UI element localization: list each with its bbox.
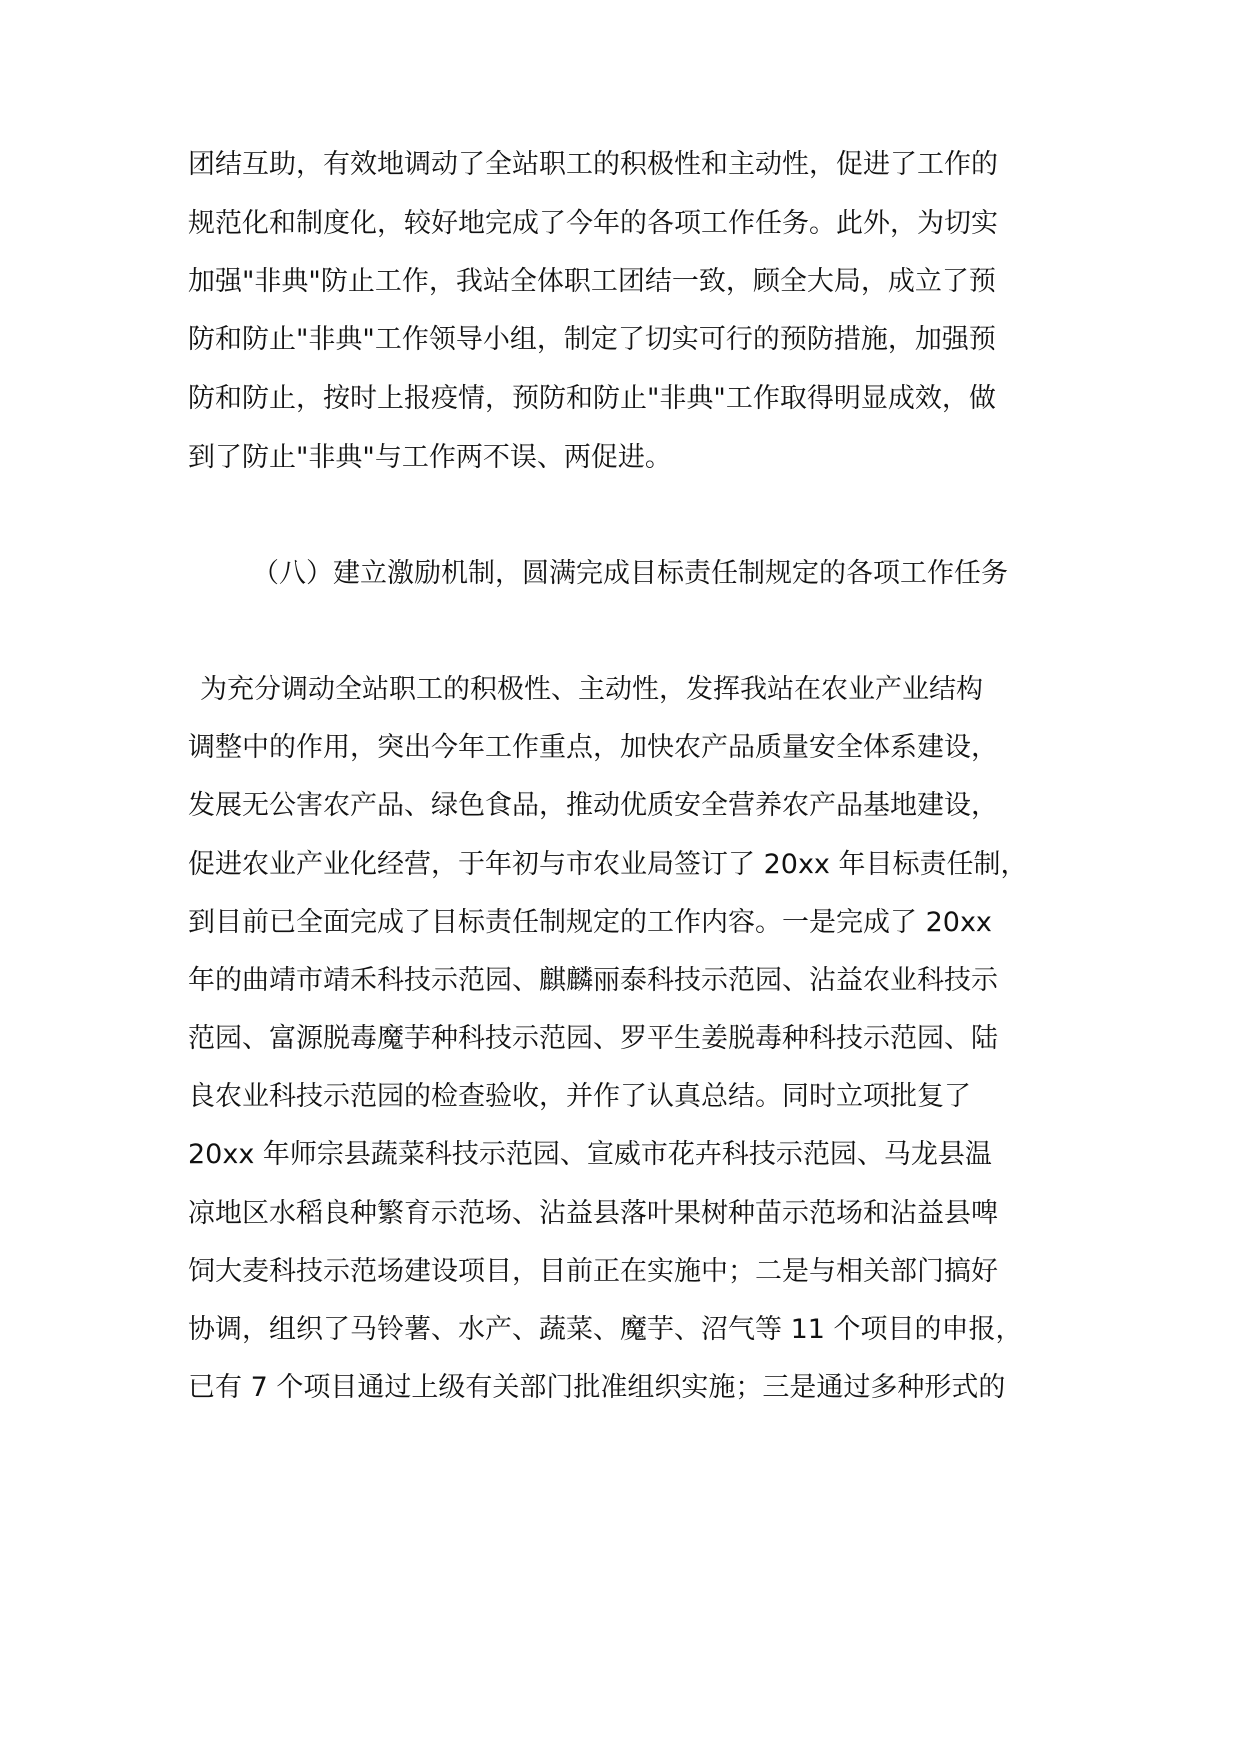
paragraph-2-line-7: 范园、富源脱毒魔芋种科技示范园、罗平生姜脱毒种科技示范园、陆 <box>188 1023 998 1054</box>
paragraph-1-line-1: 团结互助，有效地调动了全站职工的积极性和主动性，促进了工作的 <box>188 149 998 180</box>
paragraph-2-line-6: 年的曲靖市靖禾科技示范园、麒麟丽泰科技示范园、沾益农业科技示 <box>188 965 998 996</box>
paragraph-1-line-5: 防和防止，按时上报疫情，预防和防止"非典"工作取得明显成效，做 <box>188 383 996 414</box>
paragraph-1-line-6: 到了防止"非典"与工作两不误、两促进。 <box>188 442 672 473</box>
paragraph-2-line-1: 为充分调动全站职工的积极性、主动性，发挥我站在农业产业结构 <box>200 674 983 705</box>
paragraph-2-line-5: 到目前已全面完成了目标责任制规定的工作内容。一是完成了 20xx <box>188 907 992 938</box>
paragraph-2-line-4: 促进农业产业化经营，于年初与市农业局签订了 20xx 年目标责任制， <box>188 849 1028 880</box>
paragraph-2-line-2: 调整中的作用，突出今年工作重点，加快农产品质量安全体系建设， <box>188 732 998 763</box>
paragraph-2-line-13: 已有 7 个项目通过上级有关部门批准组织实施；三是通过多种形式的 <box>188 1372 1006 1403</box>
paragraph-1-line-3: 加强"非典"防止工作，我站全体职工团结一致，顾全大局，成立了预 <box>188 266 996 297</box>
section-heading: （八）建立激励机制，圆满完成目标责任制规定的各项工作任务 <box>252 558 1008 589</box>
paragraph-2-line-11: 饲大麦科技示范场建设项目，目前正在实施中；二是与相关部门搞好 <box>188 1256 998 1287</box>
paragraph-2-line-3: 发展无公害农产品、绿色食品，推动优质安全营养农产品基地建设， <box>188 790 998 821</box>
paragraph-2-line-9: 20xx 年师宗县蔬菜科技示范园、宣威市花卉科技示范园、马龙县温 <box>188 1139 992 1170</box>
paragraph-2-line-10: 凉地区水稻良种繁育示范场、沾益县落叶果树种苗示范场和沾益县啤 <box>188 1198 998 1229</box>
paragraph-2-line-12: 协调，组织了马铃薯、水产、蔬菜、魔芋、沼气等 11 个项目的申报， <box>188 1314 1023 1345</box>
paragraph-2-line-8: 良农业科技示范园的检查验收，并作了认真总结。同时立项批复了 <box>188 1081 971 1112</box>
paragraph-1-line-4: 防和防止"非典"工作领导小组，制定了切实可行的预防措施，加强预 <box>188 324 996 355</box>
paragraph-1-line-2: 规范化和制度化，较好地完成了今年的各项工作任务。此外，为切实 <box>188 208 998 239</box>
